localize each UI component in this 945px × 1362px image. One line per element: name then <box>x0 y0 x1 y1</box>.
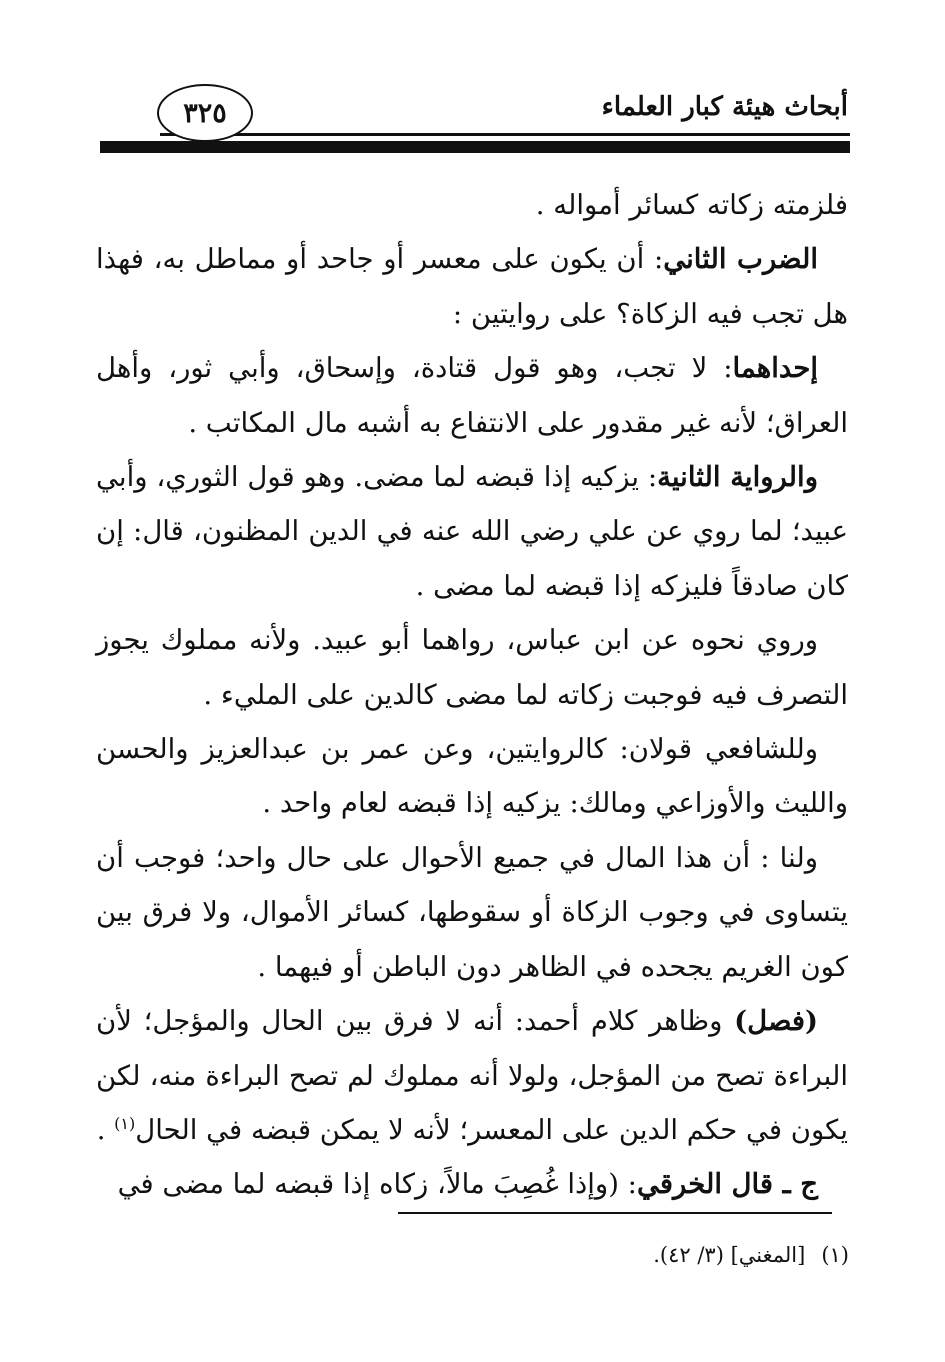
page-number: ٣٢٥ <box>157 84 253 142</box>
footnote-text: [المغني] (٣/ ٤٢). <box>653 1243 806 1267</box>
footnote-mark: (١) <box>821 1243 849 1267</box>
footnote <box>249 1240 849 1270</box>
paragraph-lead: إحداهما <box>732 352 818 385</box>
running-title: أبحاث هيئة كبار العلماء <box>601 92 848 122</box>
paragraph-tail: . <box>96 1113 115 1146</box>
paragraph-3 <box>96 341 848 450</box>
paragraph-text: فلزمته زكاته كسائر أمواله . <box>535 189 848 221</box>
paragraph-text: وللشافعي قولان: كالروايتين، وعن عمر بن عبدالعزيز والحسن والليث والأوزاعي ومالك: يزكيه إذا قبضه لعام واحد . <box>96 733 848 820</box>
paragraph-lead: الضرب الثاني <box>663 243 818 276</box>
header-rule-thin <box>160 133 850 136</box>
paragraph-4 <box>96 450 848 613</box>
paragraph-5 <box>96 613 848 722</box>
body-text <box>96 178 848 1212</box>
paragraph-text: ولنا : أن هذا المال في جميع الأحوال على حال واحد؛ فوجب أن يتساوى في وجوب الزكاة أو سقوطها، كسائر الأموال، ولا فرق بين كون الغريم يجحده في الظاهر دون الباطن أو فيهما . <box>96 841 848 983</box>
paragraph-lead: ج ـ قال الخرقي <box>636 1168 818 1201</box>
paragraph-9 <box>96 1157 848 1211</box>
footnote-ref[interactable]: (١) <box>114 1113 136 1133</box>
paragraph-text: : (وإذا غُصِبَ مالاً، زكاه إذا قبضه لما مضى في <box>117 1168 637 1201</box>
header-rule-thick <box>100 141 850 153</box>
page-header <box>0 0 945 160</box>
paragraph-text: : يزكيه إذا قبضه لما مضى. وهو قول الثوري، وأبي عبيد؛ لما روي عن علي رضي الله عنه في الدين المظنون، قال: إن كان صادقاً فليزكه إذا قبضه لما مضى . <box>96 461 848 602</box>
paragraph-6 <box>96 722 848 831</box>
paragraph-text: وظاهر كلام أحمد: أنه لا فرق بين الحال والمؤجل؛ لأن البراءة تصح من المؤجل، ولولا أنه مملوك لم تصح البراءة منه، لكن يكون في حكم الدين على المعسر؛ لأنه لا يمكن قبضه في الحال <box>96 1005 848 1146</box>
paragraph-7 <box>96 831 848 994</box>
paragraph-8 <box>96 994 848 1157</box>
paragraph-lead: والرواية الثانية <box>657 461 818 494</box>
paragraph-text: : أن يكون على معسر أو جاحد أو مماطل به، فهذا هل تجب فيه الزكاة؟ على روايتين : <box>96 243 848 330</box>
footnote-divider <box>398 1212 832 1214</box>
paragraph-text: وروي نحوه عن ابن عباس، رواهما أبو عبيد. ولأنه مملوك يجوز التصرف فيه فوجبت زكاته لما مضى كالدين على المليء . <box>96 624 848 711</box>
paragraph-lead: (فصل) <box>734 1005 818 1038</box>
paragraph-1 <box>96 178 848 232</box>
paragraph-text: : لا تجب، وهو قول قتادة، وإسحاق، وأبي ثور، وأهل العراق؛ لأنه غير مقدور على الانتفاع به أشبه مال المكاتب . <box>96 352 848 439</box>
paragraph-2 <box>96 232 848 341</box>
